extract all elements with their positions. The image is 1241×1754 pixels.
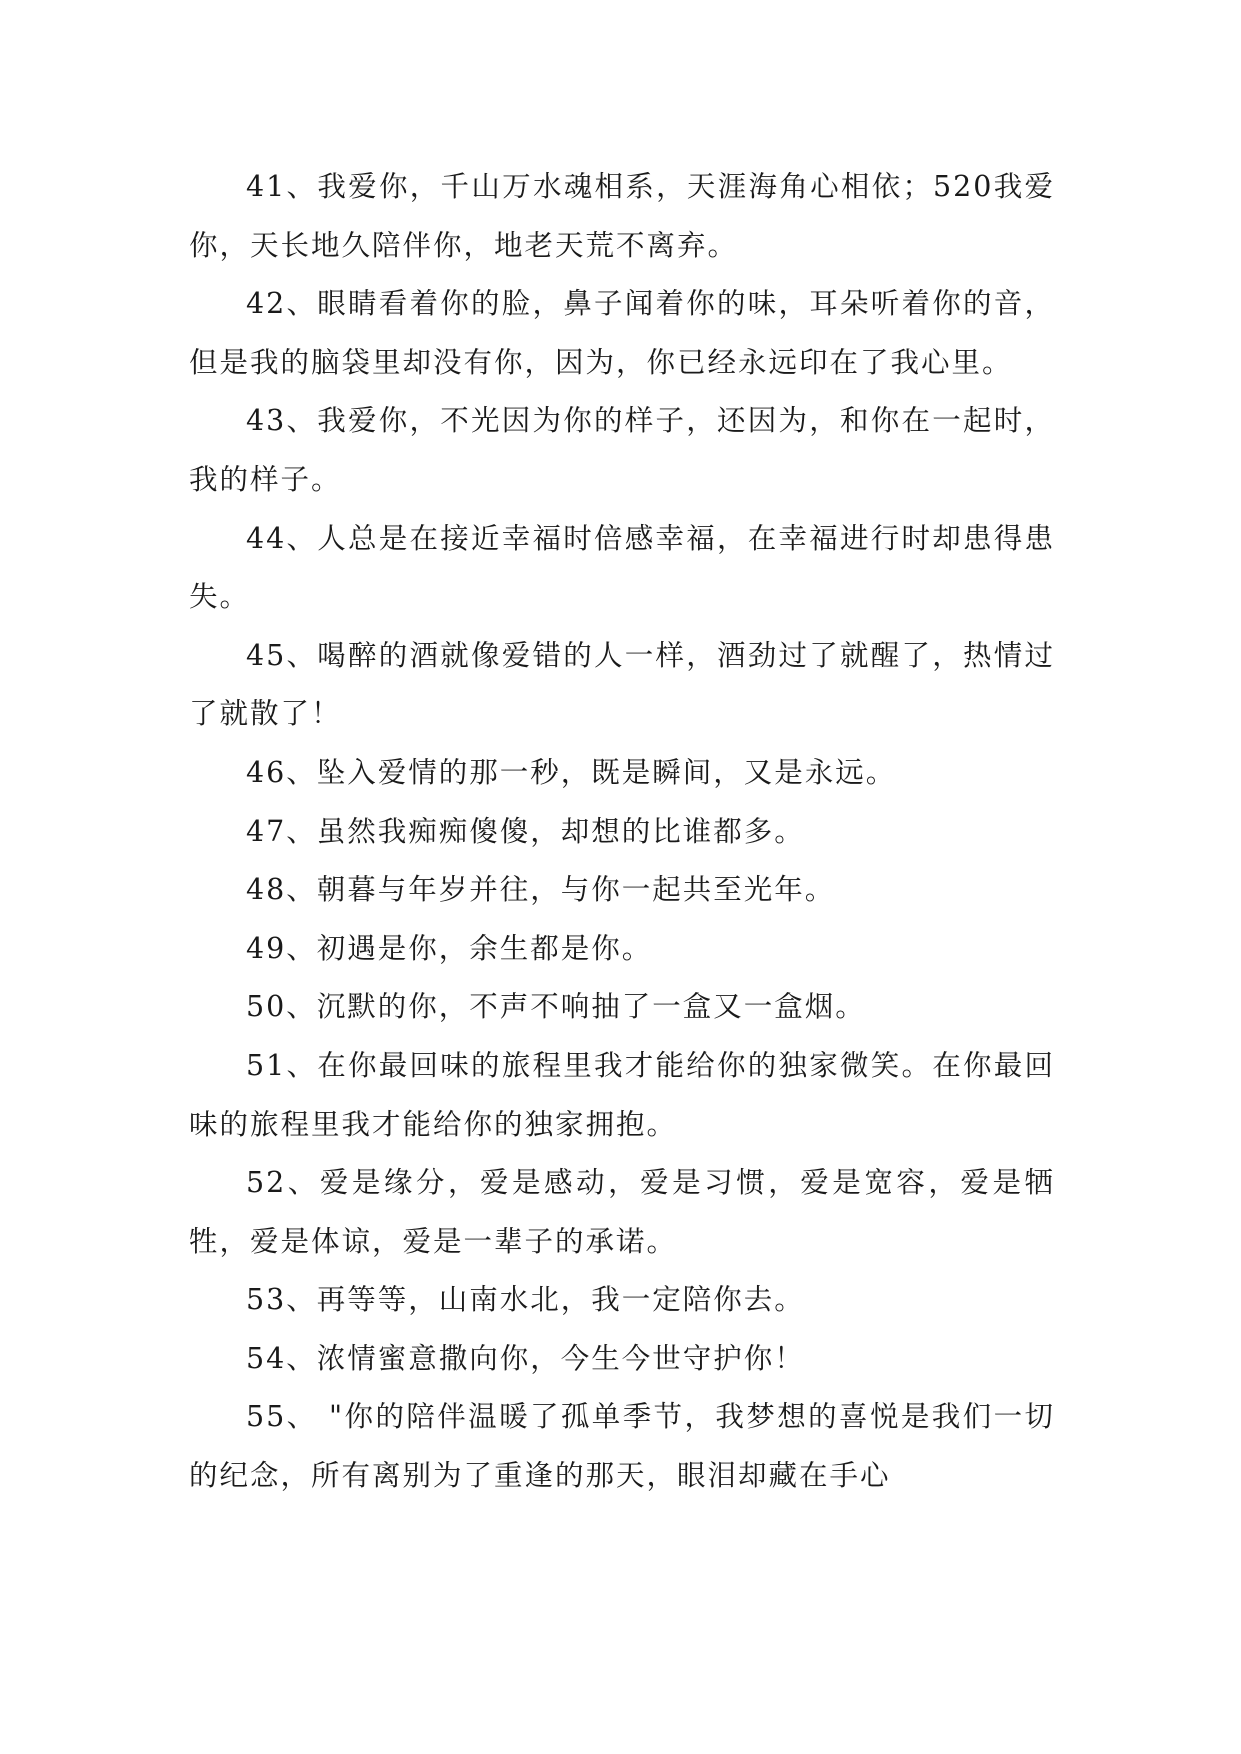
paragraph-51: 51、在你最回味的旅程里我才能给你的独家微笑。在你最回味的旅程里我才能给你的独家拥抱。 <box>189 1048 1055 1141</box>
paragraph-54: 54、浓情蜜意撒向你，今生今世守护你！ <box>246 1341 805 1375</box>
paragraph-43: 43、我爱你，不光因为你的样子，还因为，和你在一起时，我的样子。 <box>189 404 1055 496</box>
paragraph-50: 50、沉默的你，不声不响抽了一盒又一盒烟。 <box>246 990 866 1024</box>
paragraph-49: 49、初遇是你，余生都是你。 <box>246 931 653 965</box>
document-body <box>189 158 1055 1506</box>
paragraph-42: 42、眼睛看着你的脸，鼻子闻着你的味，耳朵听着你的音，但是我的脑袋里却没有你，因为，你已经永远印在了我心里。 <box>189 287 1055 379</box>
paragraph-47: 47、虽然我痴痴傻傻，却想的比谁都多。 <box>246 814 805 848</box>
paragraph-55: 55、 "你的陪伴温暖了孤单季节，我梦想的喜悦是我们一切的纪念，所有离别为了重逢的那天，眼泪却藏在手心 <box>189 1400 1055 1493</box>
paragraph-46: 46、坠入爱情的那一秒，既是瞬间，又是永远。 <box>246 755 897 789</box>
paragraph-53: 53、再等等，山南水北，我一定陪你去。 <box>246 1283 805 1317</box>
paragraph-41: 41、我爱你，千山万水魂相系，天涯海角心相依；520我爱你，天长地久陪伴你，地老天荒不离弃。 <box>189 170 1055 262</box>
paragraph-48: 48、朝暮与年岁并往，与你一起共至光年。 <box>246 873 836 907</box>
paragraph-44: 44、人总是在接近幸福时倍感幸福，在幸福进行时却患得患失。 <box>189 521 1055 614</box>
paragraph-52: 52、爱是缘分，爱是感动，爱是习惯，爱是宽容，爱是牺牲，爱是体谅，爱是一辈子的承诺。 <box>189 1166 1055 1258</box>
paragraph-45: 45、喝醉的酒就像爱错的人一样，酒劲过了就醒了，热情过了就散了！ <box>189 638 1055 731</box>
